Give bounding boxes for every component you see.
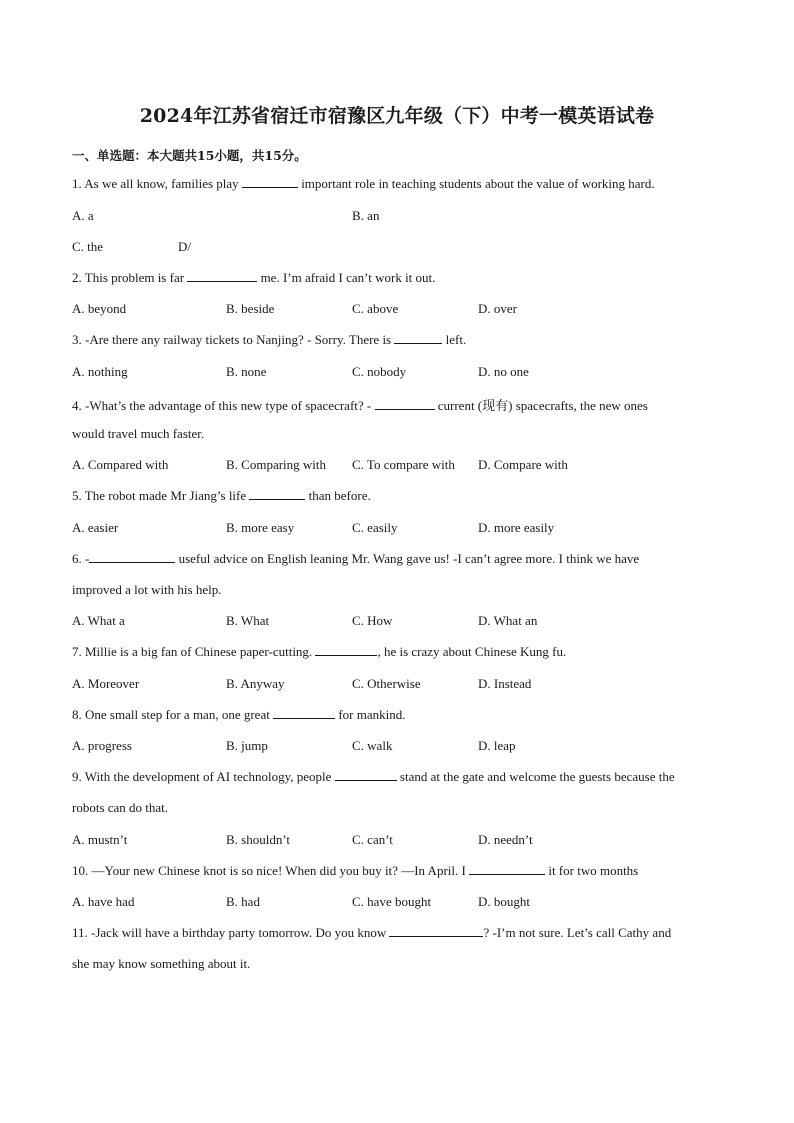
option-a: A. Moreover: [72, 676, 140, 691]
question-1: [72, 176, 655, 192]
question-8: [72, 707, 405, 723]
question-text: 9. With the development of AI technology, people: [72, 769, 335, 784]
option-a: A. beyond: [72, 301, 127, 316]
option-b: B. beside: [226, 301, 275, 316]
option-b: B. more easy: [226, 520, 295, 535]
question-11: [72, 925, 671, 941]
question-text: 7. Millie is a big fan of Chinese paper-cutting.: [72, 644, 316, 659]
option-c: C. can’t: [352, 832, 393, 847]
answer-blank: [315, 644, 377, 656]
option-b: B. had: [226, 894, 260, 909]
question-text: me. I’m afraid I can’t work it out.: [257, 270, 436, 285]
option-c: C. the: [72, 239, 104, 254]
answer-blank: [394, 332, 442, 344]
answer-blank: [89, 551, 175, 563]
section-heading: 一、单选题：本大题共15小题，共15分。: [72, 148, 307, 163]
question-7: [72, 644, 566, 660]
option-a: A. What a: [72, 613, 125, 628]
option-b: B. none: [226, 364, 267, 379]
question-text: for mankind.: [335, 707, 406, 722]
answer-blank: [389, 925, 483, 937]
option-b: B. Anyway: [226, 676, 285, 691]
answer-blank: [242, 176, 298, 188]
answer-blank: [249, 488, 305, 500]
option-c: C. How: [352, 613, 393, 628]
option-c: C. easily: [352, 520, 398, 535]
option-a: A. mustn’t: [72, 832, 128, 847]
question-5: [72, 488, 371, 504]
option-d: D/: [178, 239, 191, 254]
question-text: 3. -Are there any railway tickets to Nanjing? - Sorry. There is: [72, 332, 395, 347]
question-text: 1. As we all know, families play: [72, 176, 242, 191]
option-a: A. nothing: [72, 364, 128, 379]
option-b: B. jump: [226, 738, 268, 753]
option-d: D. bought: [478, 894, 530, 909]
option-d: D. Instead: [478, 676, 532, 691]
option-d: D. leap: [478, 738, 516, 753]
question-4: [72, 395, 648, 414]
question-text: than before.: [305, 488, 371, 503]
question-text: , he is crazy about Chinese Kung fu.: [377, 644, 567, 659]
question-11-continued: she may know something about it.: [72, 956, 251, 971]
question-text: useful advice on English leaning Mr. Wang gave us! -I can’t agree more. I think we have: [175, 551, 640, 566]
question-text: 8. One small step for a man, one great: [72, 707, 274, 722]
option-c: C. Otherwise: [352, 676, 421, 691]
option-a: A. have had: [72, 894, 135, 909]
option-a: A. a: [72, 208, 94, 223]
option-d: D. needn’t: [478, 832, 533, 847]
question-2: [72, 270, 435, 286]
question-text: 5. The robot made Mr Jiang’s life: [72, 488, 250, 503]
option-c: C. above: [352, 301, 399, 316]
option-d: D. no one: [478, 364, 529, 379]
answer-blank: [335, 769, 397, 781]
answer-blank: [375, 398, 435, 410]
option-a: A. easier: [72, 520, 119, 535]
question-text: 11. -Jack will have a birthday party tomorrow. Do you know: [72, 925, 390, 940]
option-b: B. What: [226, 613, 270, 628]
question-text: 4. -What’s the advantage of this new type of spacecraft? -: [72, 398, 375, 413]
answer-blank: [187, 270, 257, 282]
option-d: D. Compare with: [478, 457, 568, 472]
option-b: B. an: [352, 208, 380, 223]
option-c: C. nobody: [352, 364, 407, 379]
question-text: 2. This problem is far: [72, 270, 188, 285]
question-text: 10. —Your new Chinese knot is so nice! When did you buy it? —In April. I: [72, 863, 470, 878]
option-a: A. Compared with: [72, 457, 169, 472]
question-10: [72, 863, 638, 879]
option-b: B. shouldn’t: [226, 832, 291, 847]
answer-blank: [273, 707, 335, 719]
question-6-continued: improved a lot with his help.: [72, 582, 222, 597]
option-b: B. Comparing with: [226, 457, 327, 472]
exam-title: 2024年江苏省宿迁市宿豫区九年级（下）中考一模英语试卷: [139, 105, 655, 127]
option-a: A. progress: [72, 738, 132, 753]
option-d: D. more easily: [478, 520, 555, 535]
question-3: [72, 332, 466, 348]
option-d: D. over: [478, 301, 517, 316]
question-4-continued: would travel much faster.: [72, 426, 205, 441]
question-9: [72, 769, 675, 785]
question-9-continued: robots can do that.: [72, 800, 169, 815]
question-text: 6. -: [72, 551, 90, 566]
question-text: it for two months: [545, 863, 639, 878]
question-text: ? -I’m not sure. Let’s call Cathy and: [483, 925, 672, 940]
answer-blank: [469, 863, 545, 875]
option-d: D. What an: [478, 613, 538, 628]
option-c: C. To compare with: [352, 457, 455, 472]
question-text: important role in teaching students about the value of working hard.: [297, 176, 655, 191]
question-text: stand at the gate and welcome the guests because the: [396, 769, 675, 784]
option-c: C. walk: [352, 738, 393, 753]
question-text: current (现有) spacecrafts, the new ones: [434, 398, 648, 413]
option-c: C. have bought: [352, 894, 432, 909]
question-6: [72, 551, 639, 567]
question-text: left.: [442, 332, 467, 347]
